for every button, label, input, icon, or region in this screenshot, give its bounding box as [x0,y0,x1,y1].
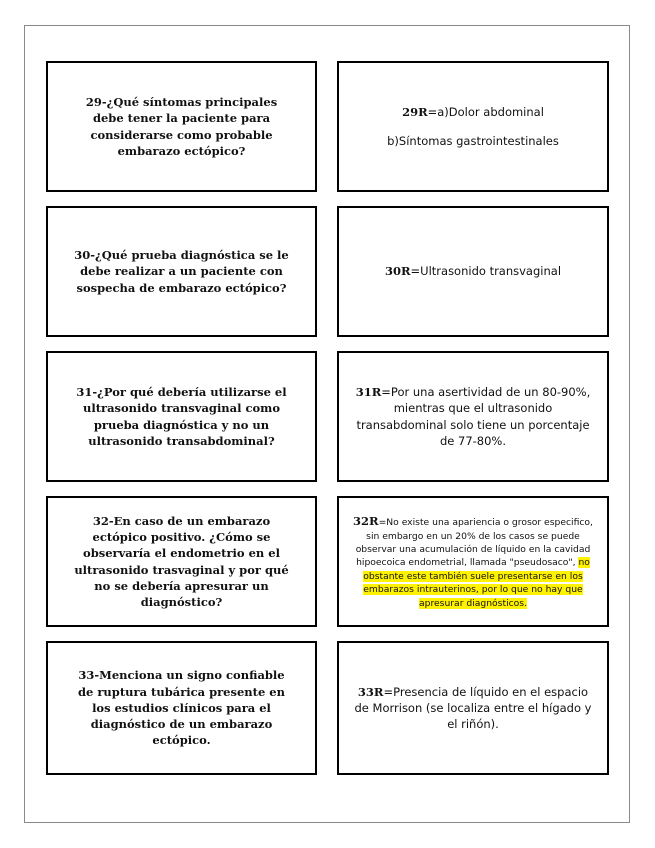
answer-32-number: 32R [353,513,379,528]
question-card-32 [46,496,317,627]
answer-33-body [351,684,595,733]
question-30-text: 30-¿Qué prueba diagnóstica se le debe realizar a un paciente con sospecha de embarazo ectópico? [74,248,289,295]
answer-29-number: 29R [402,105,428,120]
answer-32-body [347,513,599,610]
answer-31-number: 31R [355,384,382,399]
answer-31-text: =Por una asertividad de un 80-90%, mientras que el ultrasonido transabdominal solo tiene un porcentaje de 77-80%. [356,384,591,448]
answer-32-text: =No existe una apariencia o grosor especifico, sin embargo en un 20% de los casos se puede observar una acumulación de líquido en la cavidad hipoecoica endometrial, llamada "pseudosaco", [355,516,593,569]
question-card-30 [46,206,317,337]
question-card-31 [46,351,317,482]
answer-33-text: =Presencia de líquido en el espacio de Morrison (se localiza entre el hígado y el riñón). [354,684,592,732]
answer-card-33 [337,641,609,775]
question-32-text: 32-En caso de un embarazo ectópico positivo. ¿Cómo se observaría el endometrio en el ultrasonido trasvaginal y por qué no se debería apresurar un diagnóstico? [74,513,289,610]
question-29-text: 29-¿Qué síntomas principales debe tener la paciente para considerarse como probable embarazo ectópico? [85,94,278,158]
answer-29-body [387,104,559,149]
answer-30-text: =Ultrasonido transvaginal [410,264,562,279]
answer-31-body [351,384,595,449]
answer-32-highlight: no obstante este también suele presentarse en los embarazos intrauterinos, por lo que no hay que apresurar diagnósticos. [363,557,590,609]
question-card-29 [46,61,317,192]
answer-card-30 [337,206,609,337]
answer-card-29 [337,61,609,192]
answer-30-number: 30R [384,264,411,279]
question-31-text: 31-¿Por qué debería utilizarse el ultrasonido transvaginal como prueba diagnóstica y no un ultrasonido transabdominal? [76,384,287,448]
question-33-text: 33-Menciona un signo confiable de ruptura tubárica presente en los estudios clínicos para el diagnóstico de un embarazo ectópico. [78,668,285,748]
answer-card-32 [337,496,609,627]
answer-29-line2: b)Síntomas gastrointestinales [387,133,559,148]
answer-30-body [385,263,561,279]
answer-29-line1: =a)Dolor abdominal [427,105,544,120]
answer-card-31 [337,351,609,482]
answer-33-number: 33R [357,684,384,699]
question-card-33 [46,641,317,775]
